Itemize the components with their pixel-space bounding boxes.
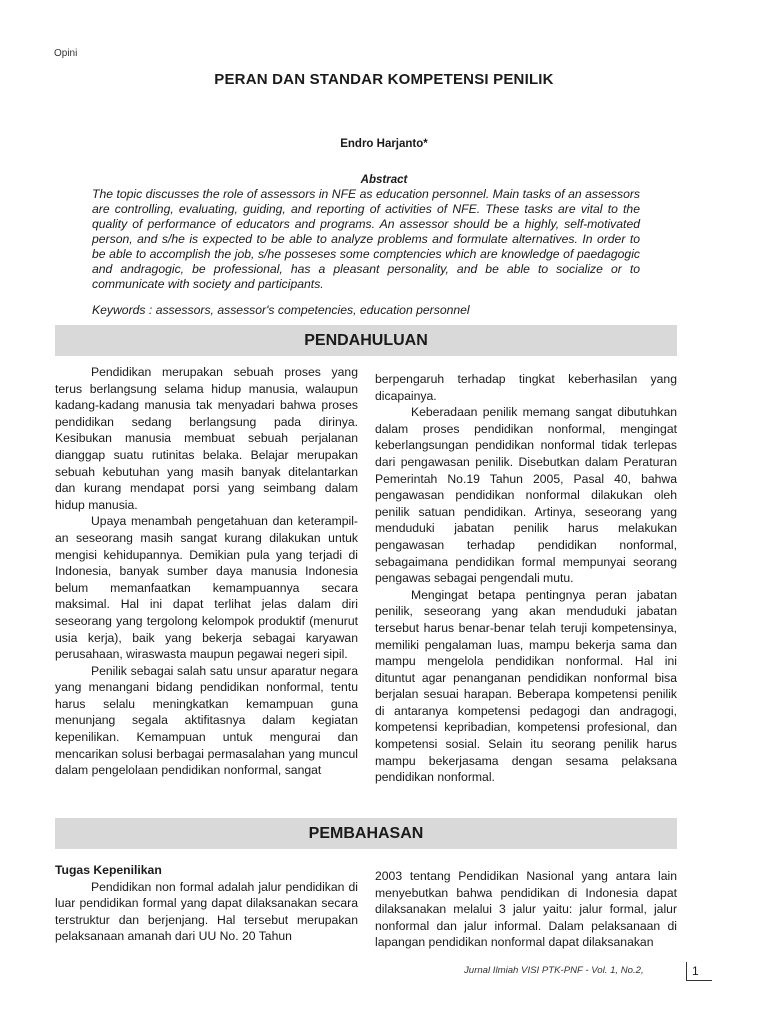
section-heading-pendahuluan: PENDAHULUAN bbox=[55, 325, 677, 356]
subheading: Tugas Kepenilikan bbox=[55, 863, 162, 877]
pembahasan-right-column bbox=[375, 868, 677, 951]
page-box-bottom-rule bbox=[686, 980, 712, 981]
author-name: Endro Harjanto* bbox=[340, 138, 428, 150]
page-number-box bbox=[686, 962, 712, 981]
paragraph: 2003 tentang Pendidikan Nasional yang antara lain menyebutkan bahwa pendidikan di Indonesia dapat dilaksanakan melalui 3 jalur yaitu: jalur formal, jalur nonformal dan jalur informal. Dalam pelaksanaan di lapangan pendidikan nonformal dapat dilaksanakan bbox=[375, 869, 677, 950]
keywords-line bbox=[92, 303, 470, 317]
keywords-label: Keywords : bbox=[92, 303, 153, 317]
paragraph: Penilik sebagai salah satu unsur aparatur negara yang menangani bidang pendidikan nonformal, tentu harus selalu meningkatkan kemampuan guna menunjang segala aktifitasnya dalam kegiatan kepenilikan. Kemampuan untuk mengurai dan mencarikan solusi berbagai permasalahan yang muncul dalam pengelolaan pendidikan nonformal, sangat bbox=[55, 663, 358, 778]
paragraph: Keberadaan penilik memang sangat dibutuhkan dalam proses pendidikan nonformal, mengingat keberlangsungan pendidikan nonformal tidak terlepas dari pengawasan penilik. Disebutkan dalam Peraturan Pemerintah No.19 Tahun 2005, Pasal 40, bahwa pengawasan pendidikan nonformal dilakukan oleh penilik satuan pendidikan. Artinya, seseorang yang menduduki jabatan penilik harus melakukan pengawasan terhadap pendidikan nonformal, sebagaimana pendidikan formal mempunyai seorang pengawas sebagai pengendali mutu. bbox=[375, 405, 677, 586]
section-heading-pembahasan: PEMBAHASAN bbox=[55, 818, 677, 849]
paragraph: Pendidikan non formal adalah jalur pendidikan di luar pendidikan formal yang dapat dilaksanakan secara terstruktur dan berjenjang. Hal tersebut merupakan pelaksanaan amanah dari UU No. 20 Tahun bbox=[55, 879, 358, 944]
footer-journal-citation: Jurnal Ilmiah VISI PTK-PNF - Vol. 1, No.2, bbox=[464, 965, 644, 976]
section-label: Opini bbox=[54, 48, 78, 59]
pembahasan-left-column bbox=[55, 862, 358, 945]
pendahuluan-right-column bbox=[375, 371, 677, 786]
paragraph: Upaya menambah pengetahuan dan keterampil- an seseorang masih sangat kurang dilakukan untuk mengisi kehidupannya. Demikian pula yang terjadi di Indonesia, banyak sumber daya manusia Indonesia belum memanfaatkan kemampuannya secara maksimal. Hal ini dapat terlihat jelas dalam diri seseorang yang tergolong kelompok produktif (menurut usia kerja), baik yang bekerja sebagai karyawan perusahaan, wiraswasta maupun pegawai negeri sipil. bbox=[55, 514, 358, 662]
article-title: PERAN DAN STANDAR KOMPETENSI PENILIK bbox=[214, 71, 554, 88]
abstract-heading: Abstract bbox=[360, 174, 408, 186]
abstract-text: The topic discusses the role of assessors in NFE as education personnel. Main tasks of an assessors are controlling, evaluating, guiding, and reporting of activities of NFE. These tasks are vital to the quality of performance of educators and programs. An assessor should be a highly, self-motivated person, and s/he is expected to be able to analyze problems and formulate alternatives. In order to be able to accomplish the job, s/he posseses some comptencies which are knowledge of paedagogic and andragogic, be professional, has a pleasant personality, and be able to socialize or to communicate with society and participants. bbox=[92, 187, 640, 291]
paragraph: berpengaruh terhadap tingkat keberhasilan yang dicapainya. bbox=[375, 372, 677, 403]
page-box-left-rule bbox=[686, 962, 687, 981]
page-number: 1 bbox=[692, 964, 699, 978]
keywords-text: assessors, assessor's competencies, education personnel bbox=[155, 303, 470, 317]
paragraph: Mengingat betapa pentingnya peran jabatan penilik, seseorang yang akan menduduki jabatan tersebut harus benar-benar telah teruji kompetensinya, memiliki pengalaman luas, mampu bekerja sama dan mampu mengelola pendidikan nonformal. Hal ini dituntut agar penanganan pendidikan nonformal bisa berjalan sesuai harapan. Beberapa kompetensi penilik di antaranya kompetensi pedagogi dan andragogi, kompetensi kepribadian, kompetensi profesional, dan kompetensi sosial. Selain itu seorang penilik harus mampu bekerjasama dengan sesama pelaksana pendidikan nonformal. bbox=[375, 587, 677, 785]
paragraph: Pendidikan merupakan sebuah proses yang terus berlangsung selama hidup manusia, walaupun kadang-kadang manusia tak menyadari bahwa proses pendidikan sedang berlangsung pada dirinya. Kesibukan manusia membuat sebuah perjalanan dianggap suatu rutinitas belaka. Belajar merupakan sebuah kebutuhan yang masih banyak ditelantarkan dan kurang mendapat porsi yang seimbang dalam hidup manusia. bbox=[55, 365, 358, 512]
pendahuluan-left-column bbox=[55, 364, 358, 779]
